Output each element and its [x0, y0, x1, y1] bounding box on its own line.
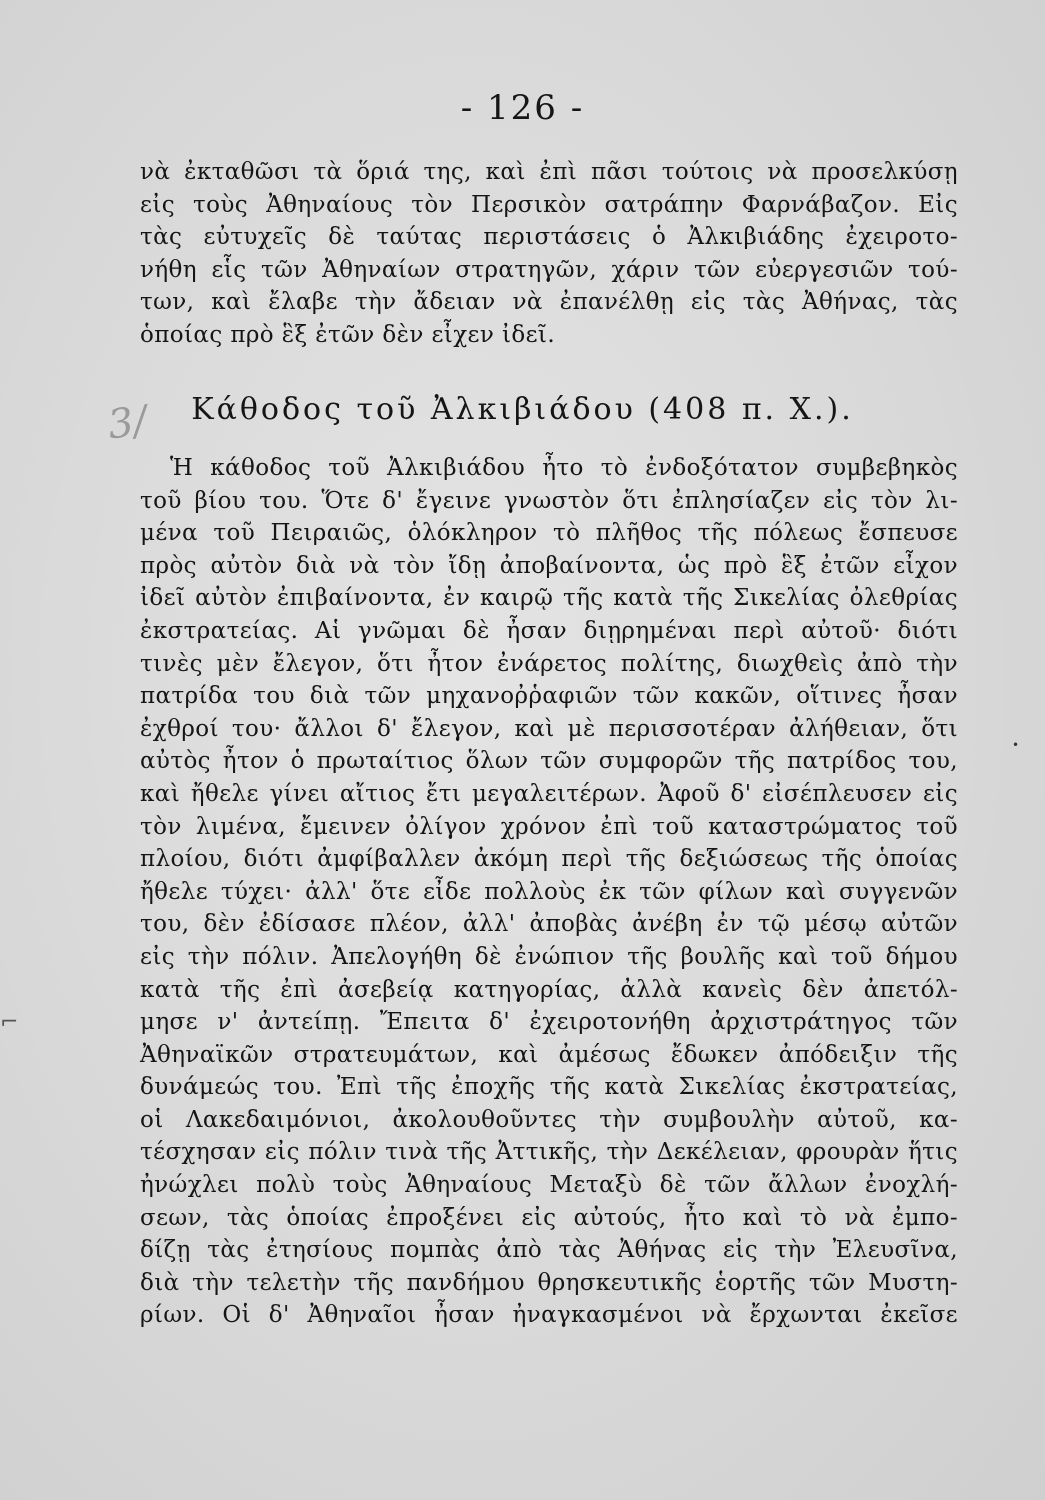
text-line: τινὲς μὲν ἔλεγον, ὅτι ἦτον ἐνάρετος πολίτης, διωχθεὶς ἀπὸ τὴν [140, 650, 958, 677]
text-line: μησε ν' ἀντείπῃ. Ἔπειτα δ' ἐχειροτονήθη ἀρχιστράτηγος τῶν [140, 1009, 958, 1036]
text-line: νήθη εἷς τῶν Ἀθηναίων στρατηγῶν, χάριν τῶν εὐεργεσιῶν τού- [140, 256, 958, 283]
text-line: καὶ ἤθελε γίνει αἴτιος ἔτι μεγαλειτέρων. Ἀφοῦ δ' εἰσέπλευσεν εἰς [140, 780, 958, 807]
text-line: εἰς τοὺς Ἀθηναίους τὸν Περσικὸν σατράπην Φαρνάβαζον. Εἰς [140, 191, 958, 218]
text-line: τέσχησαν εἰς πόλιν τινὰ τῆς Ἀττικῆς, τὴν Δεκέλειαν, φρουρὰν ἥτις [140, 1139, 958, 1166]
text-line: ἐχθροί του· ἄλλοι δ' ἔλεγον, καὶ μὲ περισσοτέραν ἀλήθειαν, ὅτι [140, 715, 958, 742]
margin-dot: • [1012, 738, 1020, 752]
text-line: ἐκστρατείας. Αἱ γνῶμαι δὲ ἦσαν διῃρημέναι περὶ αὐτοῦ· διότι [140, 617, 958, 644]
text-line: διὰ τὴν τελετὴν τῆς πανδήμου θρησκευτικῆς ἑορτῆς τῶν Μυστη- [140, 1269, 958, 1296]
text-line: ρίων. Οἱ δ' Ἀθηναῖοι ἦσαν ἠναγκασμένοι νὰ ἔρχωνται ἐκεῖσε [140, 1302, 958, 1329]
text-line: νὰ ἐκταθῶσι τὰ ὅριά της, καὶ ἐπὶ πᾶσι τούτοις νὰ προσελκύσῃ [140, 159, 958, 185]
text-line: πρὸς αὐτὸν διὰ νὰ τὸν ἴδῃ ἀποβαίνοντα, ὡς πρὸ ἓξ ἐτῶν εἶχον [140, 552, 958, 579]
text-line: εἰς τὴν πόλιν. Ἀπελογήθη δὲ ἐνώπιον τῆς βουλῆς καὶ τοῦ δήμου [140, 943, 958, 970]
paragraph-1 [140, 156, 958, 352]
edge-mark: ⌐ [0, 1010, 19, 1035]
text-line: ἰδεῖ αὐτὸν ἐπιβαίνοντα, ἐν καιρῷ τῆς κατὰ τῆς Σικελίας ὀλεθρίας [140, 585, 958, 612]
text-line: κατὰ τῆς ἐπὶ ἀσεβείᾳ κατηγορίας, ἀλλὰ κανεὶς δὲν ἀπετόλ- [140, 976, 958, 1003]
text-line: πατρίδα του διὰ τῶν μηχανοῤῥαφιῶν τῶν κακῶν, οἵτινες ἦσαν [140, 683, 958, 710]
text-line: ὁποίας πρὸ ἓξ ἐτῶν δὲν εἶχεν ἰδεῖ. [140, 321, 556, 348]
text-line: των, καὶ ἔλαβε τὴν ἄδειαν νὰ ἐπανέλθῃ εἰς τὰς Ἀθήνας, τὰς [140, 289, 958, 316]
text-line: δυνάμεώς του. Ἐπὶ τῆς ἐποχῆς τῆς κατὰ Σικελίας ἐκστρατείας, [140, 1074, 958, 1101]
text-line: τοῦ βίου του. Ὅτε δ' ἔγεινε γνωστὸν ὅτι ἐπλησίαζεν εἰς τὸν λι- [140, 487, 958, 514]
text-line: αὐτὸς ἦτον ὁ πρωταίτιος ὅλων τῶν συμφορῶν τῆς πατρίδος του, [140, 748, 958, 775]
text-line: Ἡ κάθοδος τοῦ Ἀλκιβιάδου ἦτο τὸ ἐνδοξότατον συμβεβηκὸς [170, 455, 958, 481]
page-number: - 126 - [460, 88, 585, 128]
text-line: ἠνώχλει πολὺ τοὺς Ἀθηναίους Μεταξὺ δὲ τῶν ἄλλων ἐνοχλή- [140, 1172, 958, 1199]
text-line: σεων, τὰς ὁποίας ἐπροξένει εἰς αὐτούς, ἦτο καὶ τὸ νὰ ἐμπο- [140, 1204, 958, 1231]
text-line: τὸν λιμένα, ἔμεινεν ὀλίγον χρόνον ἐπὶ τοῦ καταστρώματος τοῦ [140, 813, 958, 840]
text-line: οἱ Λακεδαιμόνιοι, ἀκολουθοῦντες τὴν συμβουλὴν αὐτοῦ, κα- [140, 1106, 958, 1133]
paragraph-2 [140, 452, 958, 1332]
text-line: τὰς εὐτυχεῖς δὲ ταύτας περιστάσεις ὁ Ἀλκιβιάδης ἐχειροτο- [140, 224, 958, 251]
text-line: μένα τοῦ Πειραιῶς, ὁλόκληρον τὸ πλῆθος τῆς πόλεως ἔσπευσε [140, 520, 958, 547]
text-line: πλοίου, διότι ἀμφίβαλλεν ἀκόμη περὶ τῆς δεξιώσεως τῆς ὁποίας [140, 846, 958, 873]
text-line: Ἀθηναϊκῶν στρατευμάτων, καὶ ἀμέσως ἔδωκεν ἀπόδειξιν τῆς [140, 1041, 958, 1068]
margin-pencil-mark: 3/ [104, 397, 150, 449]
text-line: του, δὲν ἐδίσασε πλέον, ἀλλ' ἀποβὰς ἀνέβη ἐν τῷ μέσῳ αὐτῶν [140, 911, 958, 938]
text-line: ἤθελε τύχει· ἀλλ' ὅτε εἶδε πολλοὺς ἐκ τῶν φίλων καὶ συγγενῶν [140, 878, 958, 905]
section-heading: Κάθοδος τοῦ Ἀλκιβιάδου (408 π. Χ.). [191, 392, 854, 427]
text-line: δίζῃ τὰς ἐτησίους πομπὰς ἀπὸ τὰς Ἀθήνας εἰς τὴν Ἐλευσῖνα, [140, 1237, 958, 1264]
